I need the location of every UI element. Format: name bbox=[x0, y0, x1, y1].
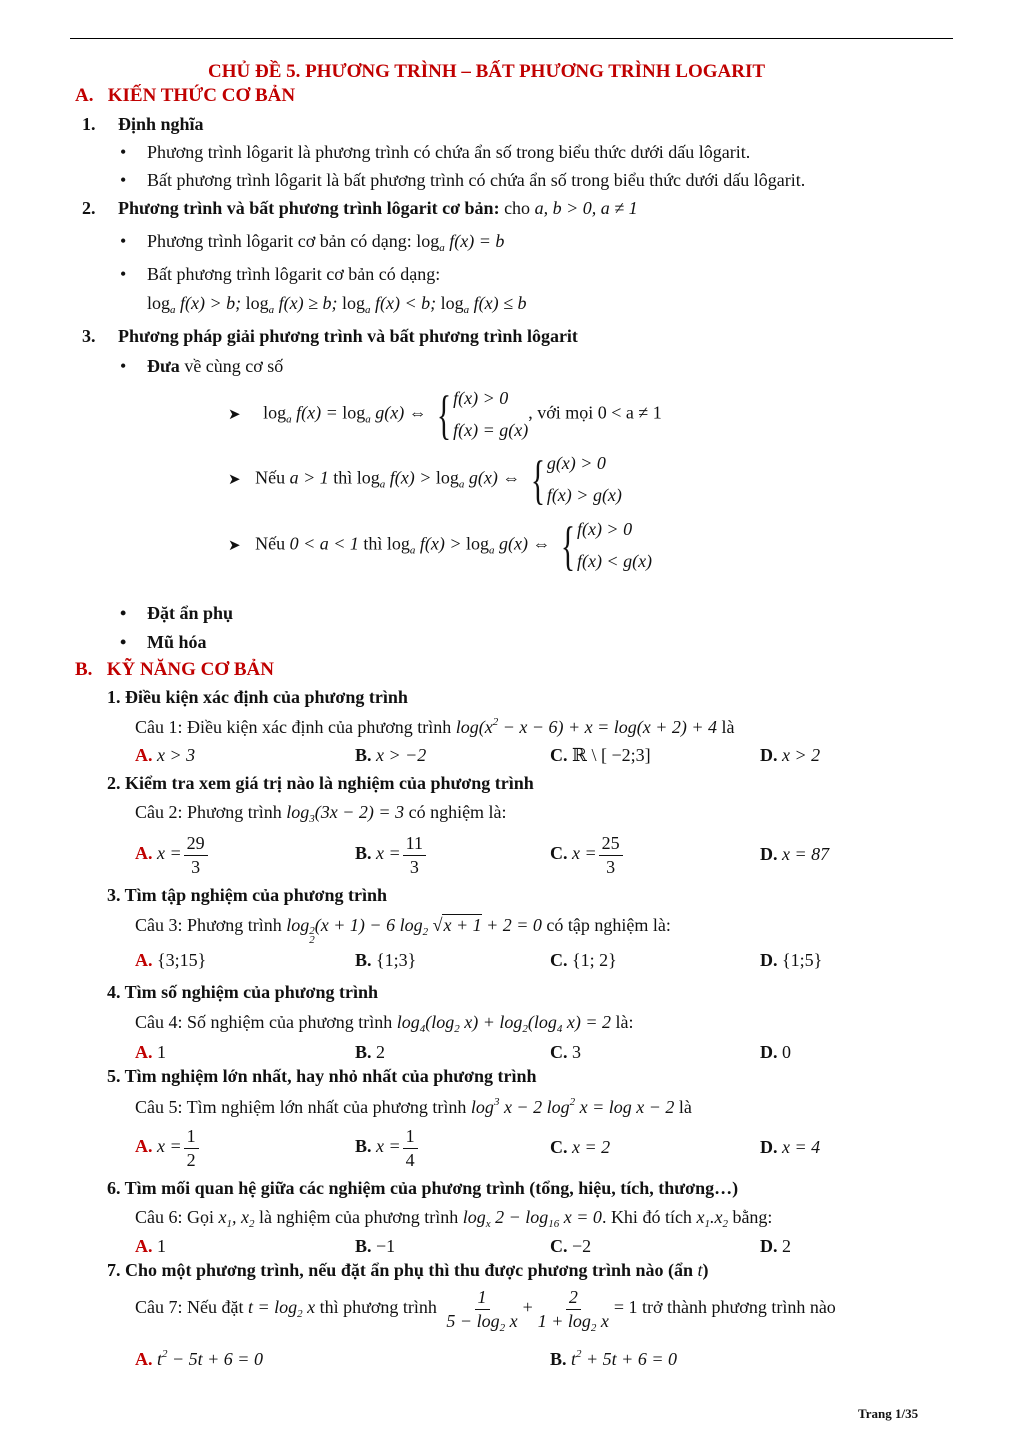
q1-option-b[interactable]: B. x > −2 bbox=[355, 745, 427, 765]
basic-equation-formula: $\log_a f(x) = b$ bbox=[416, 231, 505, 254]
question-2: Câu 2: Phương trình $\log_3(3x - 2) = 3$ có nghiệm là: bbox=[135, 802, 507, 825]
q7-option-b[interactable]: B. $t^2 + 5t + 6 = 0$ bbox=[550, 1348, 677, 1369]
basic-inequality-bullet: • Bất phương trình lôgarit cơ bản có dạng: bbox=[147, 264, 440, 285]
q3-option-b[interactable]: B. {1;3} bbox=[355, 950, 417, 970]
section-b-heading bbox=[75, 659, 274, 681]
arrow-bullet-icon: ➤ bbox=[228, 471, 241, 488]
method-substitution: • Đặt ẩn phụ bbox=[147, 603, 233, 624]
q2-option-c[interactable]: C. x = $\frac{25}{3}$ bbox=[550, 832, 625, 878]
q6-option-d[interactable]: D. 2 bbox=[760, 1236, 791, 1256]
rule-2: ➤ Nếu a > 1 thì $\log_a f(x) > \log_a g(x)$ ⇔ { g(x) > 0 f(x) > g(x) bbox=[228, 449, 622, 510]
item-2-cond-prefix: cho bbox=[504, 198, 531, 218]
section-a-heading bbox=[75, 85, 295, 107]
question-4: Câu 4: Số nghiệm của phương trình $\log_4(\log_2$ $x) + \log_2(\log_4$ x) = 2 là: bbox=[135, 1012, 634, 1035]
q5-option-c[interactable]: C. x = 2 bbox=[550, 1137, 611, 1157]
basic-equation-text: Phương trình lôgarit cơ bản có dạng: bbox=[147, 231, 412, 251]
q6-option-c[interactable]: C. −2 bbox=[550, 1236, 592, 1256]
arrow-bullet-icon: ➤ bbox=[228, 537, 241, 554]
method-exponentiate: • Mũ hóa bbox=[147, 632, 207, 653]
definition-bullet-2: • Bất phương trình lôgarit là bất phương trình có chứa ẩn số trong biểu thức dưới dấu lôgarit. bbox=[147, 170, 805, 191]
skill-2-heading: 2. Kiểm tra xem giá trị nào là nghiệm của phương trình bbox=[107, 773, 534, 793]
item-1-title: Định nghĩa bbox=[118, 114, 204, 134]
skill-3-heading: 3. Tìm tập nghiệm của phương trình bbox=[107, 885, 387, 905]
q4-option-c[interactable]: C. 3 bbox=[550, 1042, 581, 1062]
method-same-base: • Đưa về cùng cơ số bbox=[147, 356, 283, 377]
q6-option-a[interactable]: A. 1 bbox=[135, 1236, 166, 1256]
q4-option-d[interactable]: D. 0 bbox=[760, 1042, 791, 1062]
system-brace: { f(x) > 0 f(x) < g(x) bbox=[560, 515, 653, 576]
q2-option-a[interactable]: A. x = $\frac{29}{3}$ bbox=[135, 832, 210, 878]
system-brace: { g(x) > 0 f(x) > g(x) bbox=[530, 449, 622, 510]
rule-3: ➤ Nếu 0 < a < 1 thì $\log_a f(x) > \log_a g(x)$ ⇔ { f(x) > 0 f(x) < g(x) bbox=[228, 515, 653, 576]
definition-bullet-1: • Phương trình lôgarit là phương trình có chứa ẩn số trong biểu thức dưới dấu lôgarit. bbox=[147, 142, 750, 163]
q5-option-a[interactable]: A. x = $\frac{1}{2}$ bbox=[135, 1125, 201, 1171]
question-3: Câu 3: Phương trình log 2 2 (x + 1) − 6 $\log_2 √x + 1 + 2 = 0$ có tập nghiệm là: bbox=[135, 915, 671, 946]
question-6: Câu 6: Gọi $x_1$, $x_2$ là nghiệm của phương trình $\log_x 2 - \log_{16} x = 0$. Khi đó tích $x_1.x_2$ bằng: bbox=[135, 1207, 773, 1230]
q5-option-b[interactable]: B. x = $\frac{1}{4}$ bbox=[355, 1125, 420, 1171]
q6-option-b[interactable]: B. −1 bbox=[355, 1236, 396, 1256]
item-1-heading bbox=[82, 114, 204, 135]
section-a-title: KIẾN THỨC CƠ BẢN bbox=[107, 85, 296, 106]
item-2-condition: a, b > 0, a ≠ 1 bbox=[534, 198, 638, 218]
item-2-number: 2. bbox=[82, 198, 96, 218]
question-7: Câu 7: Nếu đặt $t = \log_2 x$ thì phương trình $\frac{1}{5 - \log_2 x}$ + $\frac{2}{1 + \log_2 x}$ = 1 trở thành phương trình nào bbox=[135, 1287, 836, 1334]
arrow-bullet-icon: ➤ bbox=[228, 406, 241, 423]
page-title: CHỦ ĐỀ 5. PHƯƠNG TRÌNH – BẤT PHƯƠNG TRÌNH LOGARIT bbox=[208, 61, 766, 82]
q1-option-a[interactable]: A. x > 3 bbox=[135, 745, 196, 765]
page-number: Trang 1/35 bbox=[858, 1406, 919, 1421]
q4-option-b[interactable]: B. 2 bbox=[355, 1042, 386, 1062]
skill-7-heading: 7. Cho một phương trình, nếu đặt ẩn phụ thì thu được phương trình nào (ẩn t) bbox=[107, 1260, 709, 1280]
skill-5-heading: 5. Tìm nghiệm lớn nhất, hay nhỏ nhất của phương trình bbox=[107, 1066, 537, 1086]
q4-option-a[interactable]: A. 1 bbox=[135, 1042, 166, 1062]
header-rule bbox=[70, 38, 953, 39]
q2-option-b[interactable]: B. x = $\frac{11}{3}$ bbox=[355, 832, 428, 878]
skill-6-heading: 6. Tìm mối quan hệ giữa các nghiệm của phương trình (tổng, hiệu, tích, thương…) bbox=[107, 1178, 739, 1198]
item-3-number: 3. bbox=[82, 326, 96, 346]
item-3-heading bbox=[82, 326, 578, 347]
basic-equation-bullet bbox=[147, 231, 504, 252]
basic-inequality-forms: $\log_a f(x) > b$; $\log_a f(x) \ge b$; $\log_a f(x) < b$; $\log_a f(x) \le b$ bbox=[147, 293, 527, 316]
item-2-heading bbox=[82, 198, 638, 219]
question-5: Câu 5: Tìm nghiệm lớn nhất của phương trình $\log^3 x - 2$ $\log^2 x = \log x - 2$ là bbox=[135, 1096, 692, 1117]
q7-option-a[interactable]: A. $t^2 - 5t + 6 = 0$ bbox=[135, 1348, 263, 1369]
q3-option-d[interactable]: D. {1;5} bbox=[760, 950, 823, 970]
item-2-title: Phương trình và bất phương trình lôgarit cơ bản: bbox=[118, 198, 500, 218]
q3-option-c[interactable]: C. {1; 2} bbox=[550, 950, 617, 970]
q3-option-a[interactable]: A. {3;15} bbox=[135, 950, 207, 970]
section-a-label: A. bbox=[75, 85, 94, 106]
question-1: Câu 1: Điều kiện xác định của phương trình $\log(x^2 - x - 6) + x = \log(x + 2) + 4$ là bbox=[135, 716, 735, 737]
q1-option-d[interactable]: D. x > 2 bbox=[760, 745, 821, 765]
q5-option-d[interactable]: D. x = 4 bbox=[760, 1137, 821, 1157]
system-brace: { f(x) > 0 f(x) = g(x) bbox=[437, 384, 529, 445]
q2-option-d[interactable]: D. x = 87 bbox=[760, 844, 830, 864]
rule-1: ➤ $\log_a f(x) = \log_a g(x)$ ⇔ { f(x) > 0 f(x) = g(x) , với mọi 0 < a ≠ 1 bbox=[228, 384, 662, 445]
item-1-number: 1. bbox=[82, 114, 96, 134]
item-3-title: Phương pháp giải phương trình và bất phương trình lôgarit bbox=[118, 326, 578, 346]
skill-4-heading: 4. Tìm số nghiệm của phương trình bbox=[107, 982, 378, 1002]
skill-1-heading: 1. Điều kiện xác định của phương trình bbox=[107, 687, 408, 707]
section-b-label: B. bbox=[75, 659, 93, 680]
q1-option-c[interactable]: C. ℝ \ [ −2;3] bbox=[550, 745, 651, 765]
section-b-title: KỸ NĂNG CƠ BẢN bbox=[106, 659, 274, 680]
